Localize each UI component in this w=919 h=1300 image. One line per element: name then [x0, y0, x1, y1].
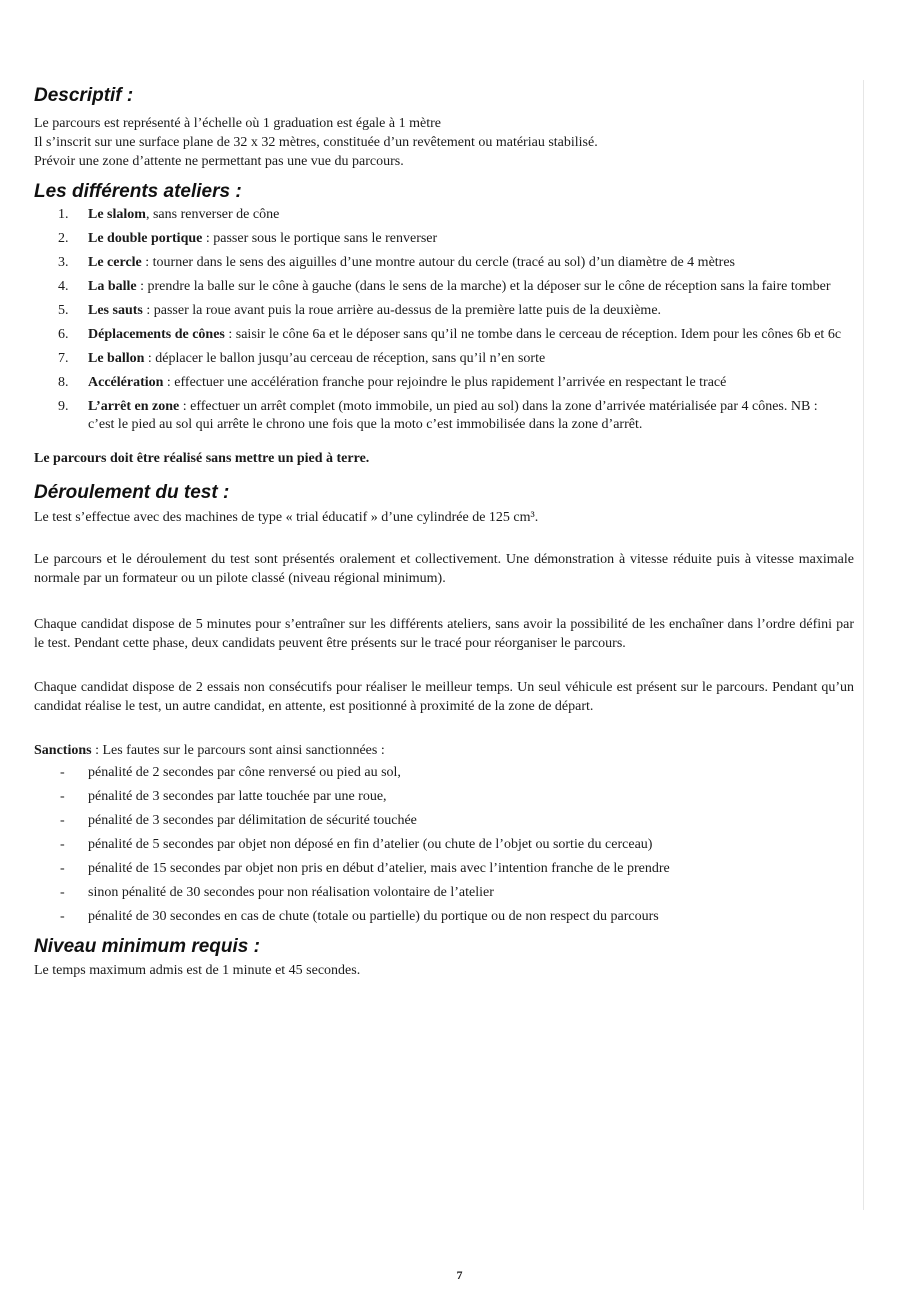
item-number: 2.	[58, 231, 69, 246]
workshop-item	[34, 326, 854, 344]
item-number: 1.	[58, 207, 69, 222]
penalty-text: pénalité de 3 secondes par latte touchée par une roue,	[88, 789, 387, 804]
page-number: 7	[456, 1268, 463, 1282]
section-title-deroulement: Déroulement du test :	[34, 482, 230, 503]
workshop-description: : effectuer un arrêt complet (moto immobile, un pied au sol) dans la zone d’arrivée matérialisée par 4 cônes. NB : c’est le pied au sol qui arrête le chrono une fois que la moto c’est immobilisée dans la zone d’arrêt.	[88, 399, 818, 432]
workshop-item	[34, 302, 854, 320]
section-title-descriptif: Descriptif :	[34, 85, 134, 106]
page-edge-shadow	[863, 80, 864, 1210]
list-dash: -	[60, 909, 65, 924]
penalty-item	[34, 860, 854, 878]
list-dash: -	[60, 861, 65, 876]
workshop-item	[34, 254, 854, 272]
workshop-name: Déplacements de cônes	[88, 327, 225, 342]
workshop-item	[34, 206, 854, 224]
workshop-name: L’arrêt en zone	[88, 399, 180, 414]
sanctions-text: : Les fautes sur le parcours sont ainsi sanctionnées :	[91, 743, 385, 758]
paragraph-machines: Le test s’effectue avec des machines de type « trial éducatif » d’une cylindrée de 125 cm³.	[34, 510, 539, 525]
paragraph-entrainement: Chaque candidat dispose de 5 minutes pour s’entraîner sur les différents ateliers, sans avoir la possibilité de les enchaîner dans l’ordre défini par le test. Pendant cette phase, deux candidats peuvent être présents sur le tracé pour réorganiser le parcours.	[34, 617, 854, 651]
penalty-text: pénalité de 3 secondes par délimitation de sécurité touchée	[88, 813, 417, 828]
rule-statement: Le parcours doit être réalisé sans mettre un pied à terre.	[34, 451, 370, 466]
penalty-item	[34, 788, 854, 806]
workshop-description: : saisir le cône 6a et le déposer sans qu’il ne tombe dans le cerceau de réception. Idem pour les cônes 6b et 6c	[224, 327, 842, 342]
penalty-text: pénalité de 5 secondes par objet non déposé en fin d’atelier (ou chute de l’objet ou sortie du cerceau)	[88, 837, 653, 852]
workshop-item	[34, 278, 854, 296]
sanctions-label: Sanctions	[34, 743, 92, 758]
paragraph-essais: Chaque candidat dispose de 2 essais non consécutifs pour réaliser le meilleur temps. Un seul véhicule est présent sur le parcours. Pendant qu’un candidat réalise le test, un autre candidat, en attente, est positionné à proximité de la zone de départ.	[34, 680, 854, 714]
descriptif-line: Il s’inscrit sur une surface plane de 32 x 32 mètres, constituée d’un revêtement ou matériau stabilisé.	[34, 135, 598, 150]
workshop-name: Accélération	[88, 375, 164, 390]
penalty-text: pénalité de 15 secondes par objet non pris en début d’atelier, mais avec l’intention franche de le prendre	[88, 861, 670, 876]
item-number: 7.	[58, 351, 69, 366]
item-number: 5.	[58, 303, 69, 318]
penalty-item	[34, 836, 854, 854]
workshop-description: : passer la roue avant puis la roue arrière au-dessus de la première latte puis de la deuxième.	[142, 303, 662, 318]
penalty-text: pénalité de 2 secondes par cône renversé ou pied au sol,	[88, 765, 401, 780]
item-number: 4.	[58, 279, 69, 294]
workshop-name: Le double portique	[88, 231, 203, 246]
workshop-name: Le ballon	[88, 351, 145, 366]
penalty-list	[34, 764, 854, 926]
section-title-niveau: Niveau minimum requis :	[34, 936, 260, 957]
workshop-list	[34, 206, 854, 434]
descriptif-line: Le parcours est représenté à l’échelle où 1 graduation est égale à 1 mètre	[34, 116, 441, 131]
penalty-item	[34, 812, 854, 830]
list-dash: -	[60, 885, 65, 900]
list-dash: -	[60, 765, 65, 780]
workshop-description: : passer sous le portique sans le renverser	[202, 231, 438, 246]
workshop-item	[34, 350, 854, 368]
section-title-ateliers: Les différents ateliers :	[34, 181, 242, 202]
paragraph-presentation: Le parcours et le déroulement du test sont présentés oralement et collectivement. Une démonstration à vitesse réduite puis à vitesse maximale normale par un formateur ou un pilote classé (niveau régional minimum).	[34, 552, 854, 586]
workshop-name: Le slalom	[88, 207, 146, 222]
workshop-item	[34, 398, 854, 434]
workshop-name: Le cercle	[88, 255, 142, 270]
list-dash: -	[60, 837, 65, 852]
item-number: 8.	[58, 375, 69, 390]
workshop-description: : effectuer une accélération franche pour rejoindre le plus rapidement l’arrivée en respectant le tracé	[163, 375, 727, 390]
penalty-item	[34, 908, 854, 926]
penalty-text: sinon pénalité de 30 secondes pour non réalisation volontaire de l’atelier	[88, 885, 494, 900]
workshop-name: La balle	[88, 279, 137, 294]
penalty-text: pénalité de 30 secondes en cas de chute (totale ou partielle) du portique ou de non respect du parcours	[88, 909, 659, 924]
workshop-item	[34, 374, 854, 392]
item-number: 6.	[58, 327, 69, 342]
workshop-item	[34, 230, 854, 248]
item-number: 9.	[58, 399, 69, 414]
descriptif-line: Prévoir une zone d’attente ne permettant pas une vue du parcours.	[34, 154, 404, 169]
workshop-description: : tourner dans le sens des aiguilles d’une montre autour du cercle (tracé au sol) d’un diamètre de 4 mètres	[141, 255, 735, 270]
workshop-description: : déplacer le ballon jusqu’au cerceau de réception, sans qu’il n’en sorte	[144, 351, 546, 366]
sanctions-intro	[34, 741, 854, 760]
list-dash: -	[60, 789, 65, 804]
penalty-item	[34, 884, 854, 902]
workshop-description: , sans renverser de cône	[145, 207, 280, 222]
page-content	[34, 84, 854, 980]
workshop-description: : prendre la balle sur le cône à gauche (dans le sens de la marche) et la déposer sur le cône de réception sans la faire tomber	[136, 279, 831, 294]
workshop-name: Les sauts	[88, 303, 143, 318]
niveau-text: Le temps maximum admis est de 1 minute et 45 secondes.	[34, 963, 361, 978]
list-dash: -	[60, 813, 65, 828]
descriptif-text	[34, 114, 854, 171]
item-number: 3.	[58, 255, 69, 270]
penalty-item	[34, 764, 854, 782]
